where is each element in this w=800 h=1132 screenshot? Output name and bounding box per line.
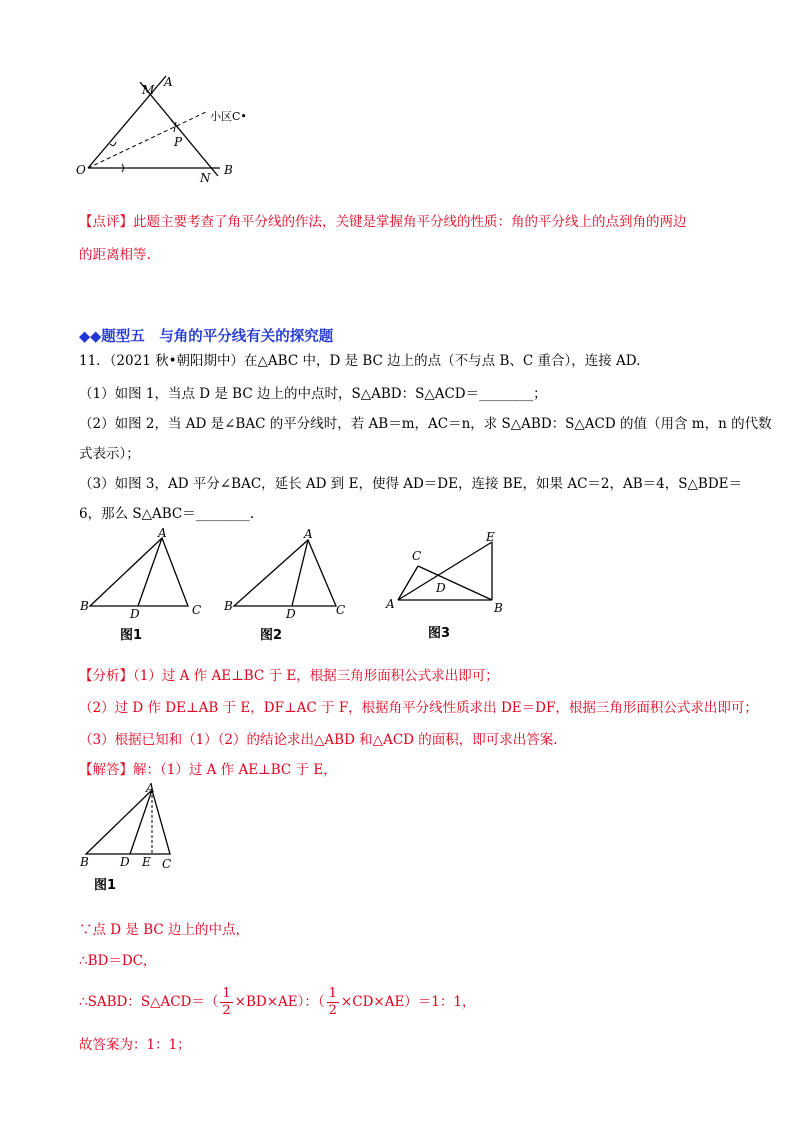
fig1-D: D (130, 607, 140, 620)
fig3-B: B (494, 601, 503, 615)
figure-2 (224, 528, 354, 620)
fig1-C: C (192, 603, 202, 617)
figure-solution-1 (78, 782, 178, 870)
section-title: ◆◆题型五 与角的平分线有关的探究题 (79, 328, 334, 345)
fig4-A: A (146, 782, 155, 795)
problem-line-2: （1）如图 1，当点 D 是 BC 边上的中点时，S△ABD：S△ACD＝________； (79, 386, 547, 402)
fig1-A: A (158, 528, 167, 540)
fig2-caption: 图2 (260, 628, 283, 643)
label-A: A (164, 75, 173, 89)
fig1-B: B (80, 599, 89, 613)
fig4-D: D (120, 855, 130, 869)
solution-line-5: 故答案为：1：1； (79, 1037, 191, 1053)
problem-line-4: 式表示）； (79, 446, 140, 462)
fig4-B: B (80, 855, 89, 869)
label-N: N (200, 171, 211, 185)
problem-line-5: （3）如图 3，AD 平分∠BAC，延长 AD 到 E，使得 AD＝DE，连接 BE，如果 AC＝2，AB＝4，S△BDE＝ (79, 476, 743, 492)
problem-line-1: 11．（2021 秋•朝阳期中）在△ABC 中，D 是 BC 边上的点（不与点 B、C 重合），连接 AD. (79, 353, 641, 369)
analysis-line-1: 【分析】（1）过 A 作 AE⊥BC 于 E，根据三角形面积公式求出即可； (79, 668, 499, 684)
fraction-half-2 (327, 986, 339, 1019)
fig3-E: E (486, 532, 495, 544)
fig3-caption: 图3 (428, 626, 451, 641)
solution-line-4-b: ×BD×AE）：（ (234, 994, 325, 1010)
fig2-C: C (336, 603, 346, 617)
fig4-E: E (142, 855, 151, 869)
fig4-caption: 图1 (94, 878, 117, 893)
fig2-A: A (304, 528, 313, 541)
label-P: P (174, 135, 183, 149)
fig3-A: A (386, 597, 395, 611)
label-O: O (76, 163, 86, 177)
solution-line-4 (79, 984, 475, 1020)
fig2-D: D (286, 607, 296, 620)
solution-line-4-c: ×CD×AE）＝1：1， (340, 994, 476, 1010)
figure-angle-construction (70, 70, 250, 185)
frac-den-1: 2 (222, 1003, 231, 1018)
analysis-line-2: （2）过 D 作 DE⊥AB 于 E，DF⊥AC 于 F，根据角平分线性质求出 DE＝DF，根据三角形面积公式求出即可； (79, 700, 758, 716)
fig1-caption: 图1 (120, 628, 143, 643)
fig4-C: C (162, 857, 172, 870)
frac-num-1: 1 (222, 986, 231, 1001)
analysis-line-3: （3）根据已知和（1）（2）的结论求出△ABD 和△ACD 的面积，即可求出答案. (79, 732, 558, 748)
label-C: 小区C• (210, 110, 247, 123)
label-M: M (142, 83, 155, 97)
solution-line-4-a: ∴SABD：S△ACD＝（ (79, 994, 219, 1010)
label-B: B (224, 163, 233, 177)
problem-line-3: （2）如图 2，当 AD 是∠BAC 的平分线时，若 AB＝m，AC＝n，求 S△ABD：S△ACD 的值（用含 m，n 的代数 (79, 416, 772, 432)
solution-line-2: ∵点 D 是 BC 边上的中点， (79, 922, 249, 938)
frac-den-2: 2 (328, 1003, 337, 1018)
figure-3 (384, 532, 514, 617)
frac-num-2: 1 (328, 986, 337, 1001)
solution-line-3: ∴BD＝DC， (79, 953, 157, 969)
fig3-D: D (436, 581, 446, 595)
comment-line-1: 【点评】此题主要考查了角平分线的作法，关键是掌握角平分线的性质：角的平分线上的点到角的两边 (79, 214, 687, 230)
figure-1 (80, 528, 210, 620)
solution-line-1: 【解答】解：（1）过 A 作 AE⊥BC 于 E， (79, 762, 337, 778)
fig2-B: B (224, 599, 233, 613)
fraction-half-1 (220, 986, 232, 1019)
problem-line-6: 6，那么 S△ABC＝________. (79, 506, 255, 522)
fig3-C: C (412, 549, 422, 563)
comment-line-2: 的距离相等. (79, 247, 151, 263)
